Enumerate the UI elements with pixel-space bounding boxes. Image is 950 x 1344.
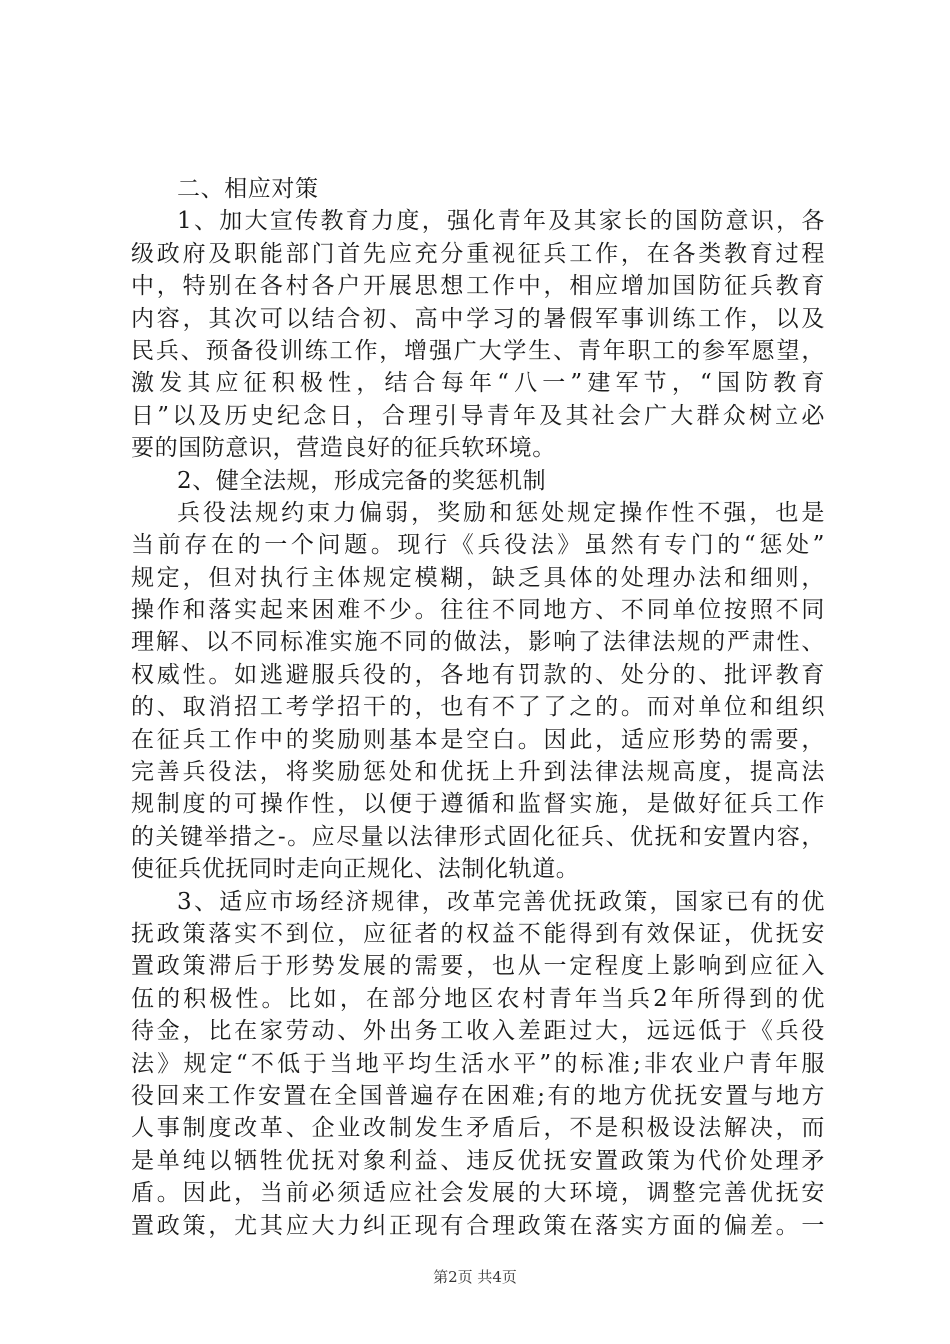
text-line: 1、加大宣传教育力度，强化青年及其家长的国防意识，各 (177, 208, 825, 235)
text-line: 权威性。如逃避服兵役的，各地有罚款的、处分的、批评教育 (131, 661, 825, 688)
text-line: 当前存在的一个问题。现行《兵役法》虽然有专门的“惩处” (131, 532, 825, 559)
text-line: 操作和落实起来困难不少。往往不同地方、不同单位按照不同 (131, 597, 825, 624)
text-line: 内容，其次可以结合初、高中学习的暑假军事训练工作，以及 (131, 305, 825, 332)
text-line: 级政府及职能部门首先应充分重视征兵工作，在各类教育过程 (131, 240, 825, 267)
text-line: 3、适应市场经济规律，改革完善优抚政策，国家已有的优 (177, 888, 825, 915)
text-line: 置政策滞后于形势发展的需要，也从一定程度上影响到应征入 (131, 953, 825, 980)
text-line: 兵役法规约束力偏弱，奖励和惩处规定操作性不强，也是 (177, 499, 825, 526)
text-line: 抚政策落实不到位，应征者的权益不能得到有效保证，优抚安 (131, 920, 825, 947)
text-line: 置政策，尤其应大力纠正现有合理政策在落实方面的偏差。一 (131, 1212, 825, 1239)
text-line: 中，特别在各村各户开展思想工作中，相应增加国防征兵教育 (131, 273, 825, 300)
text-line: 盾。因此，当前必须适应社会发展的大环境，调整完善优抚安 (131, 1180, 825, 1207)
text-line: 伍的积极性。比如，在部分地区农村青年当兵2年所得到的优 (131, 985, 825, 1012)
text-line: 二、相应对策 (177, 176, 319, 202)
text-line: 民兵、预备役训练工作，增强广大学生、青年职工的参军愿望， (131, 337, 825, 364)
text-line: 法》规定“不低于当地平均生活水平”的标准;非农业户青年服 (131, 1050, 825, 1077)
text-line: 激发其应征积极性，结合每年“八一”建军节，“国防教育 (131, 370, 825, 397)
text-line: 规制度的可操作性，以便于遵循和监督实施，是做好征兵工作 (131, 791, 825, 818)
text-line: 役回来工作安置在全国普遍存在困难;有的地方优抚安置与地方 (131, 1082, 825, 1109)
text-line: 是单纯以牺牲优抚对象利益、违反优抚安置政策为代价处理矛 (131, 1147, 825, 1174)
text-line: 要的国防意识，营造良好的征兵软环境。 (131, 435, 556, 462)
text-line: 在征兵工作中的奖励则基本是空白。因此，适应形势的需要， (131, 726, 825, 753)
document-body (131, 173, 825, 1242)
page-number-footer: 第2页 共4页 (433, 1268, 517, 1286)
text-line: 使征兵优抚同时走向正规化、法制化轨道。 (131, 856, 580, 883)
text-line: 的、取消招工考学招干的，也有不了了之的。而对单位和组织 (131, 694, 825, 721)
text-line: 理解、以不同标准实施不同的做法，影响了法律法规的严肃性、 (131, 629, 825, 656)
text-line: 人事制度改革、企业改制发生矛盾后，不是积极设法解决，而 (131, 1115, 825, 1142)
text-line: 待金，比在家劳动、外出务工收入差距过大，远远低于《兵役 (131, 1018, 825, 1045)
text-line: 2、健全法规，形成完备的奖惩机制 (177, 467, 547, 494)
text-line: 完善兵役法，将奖励惩处和优抚上升到法律法规高度，提高法 (131, 759, 825, 786)
text-line: 日”以及历史纪念日，合理引导青年及其社会广大群众树立必 (131, 402, 825, 429)
text-line: 规定，但对执行主体规定模糊，缺乏具体的处理办法和细则， (131, 564, 825, 591)
text-line: 的关键举措之-。应尽量以法律形式固化征兵、优抚和安置内容， (131, 823, 825, 850)
